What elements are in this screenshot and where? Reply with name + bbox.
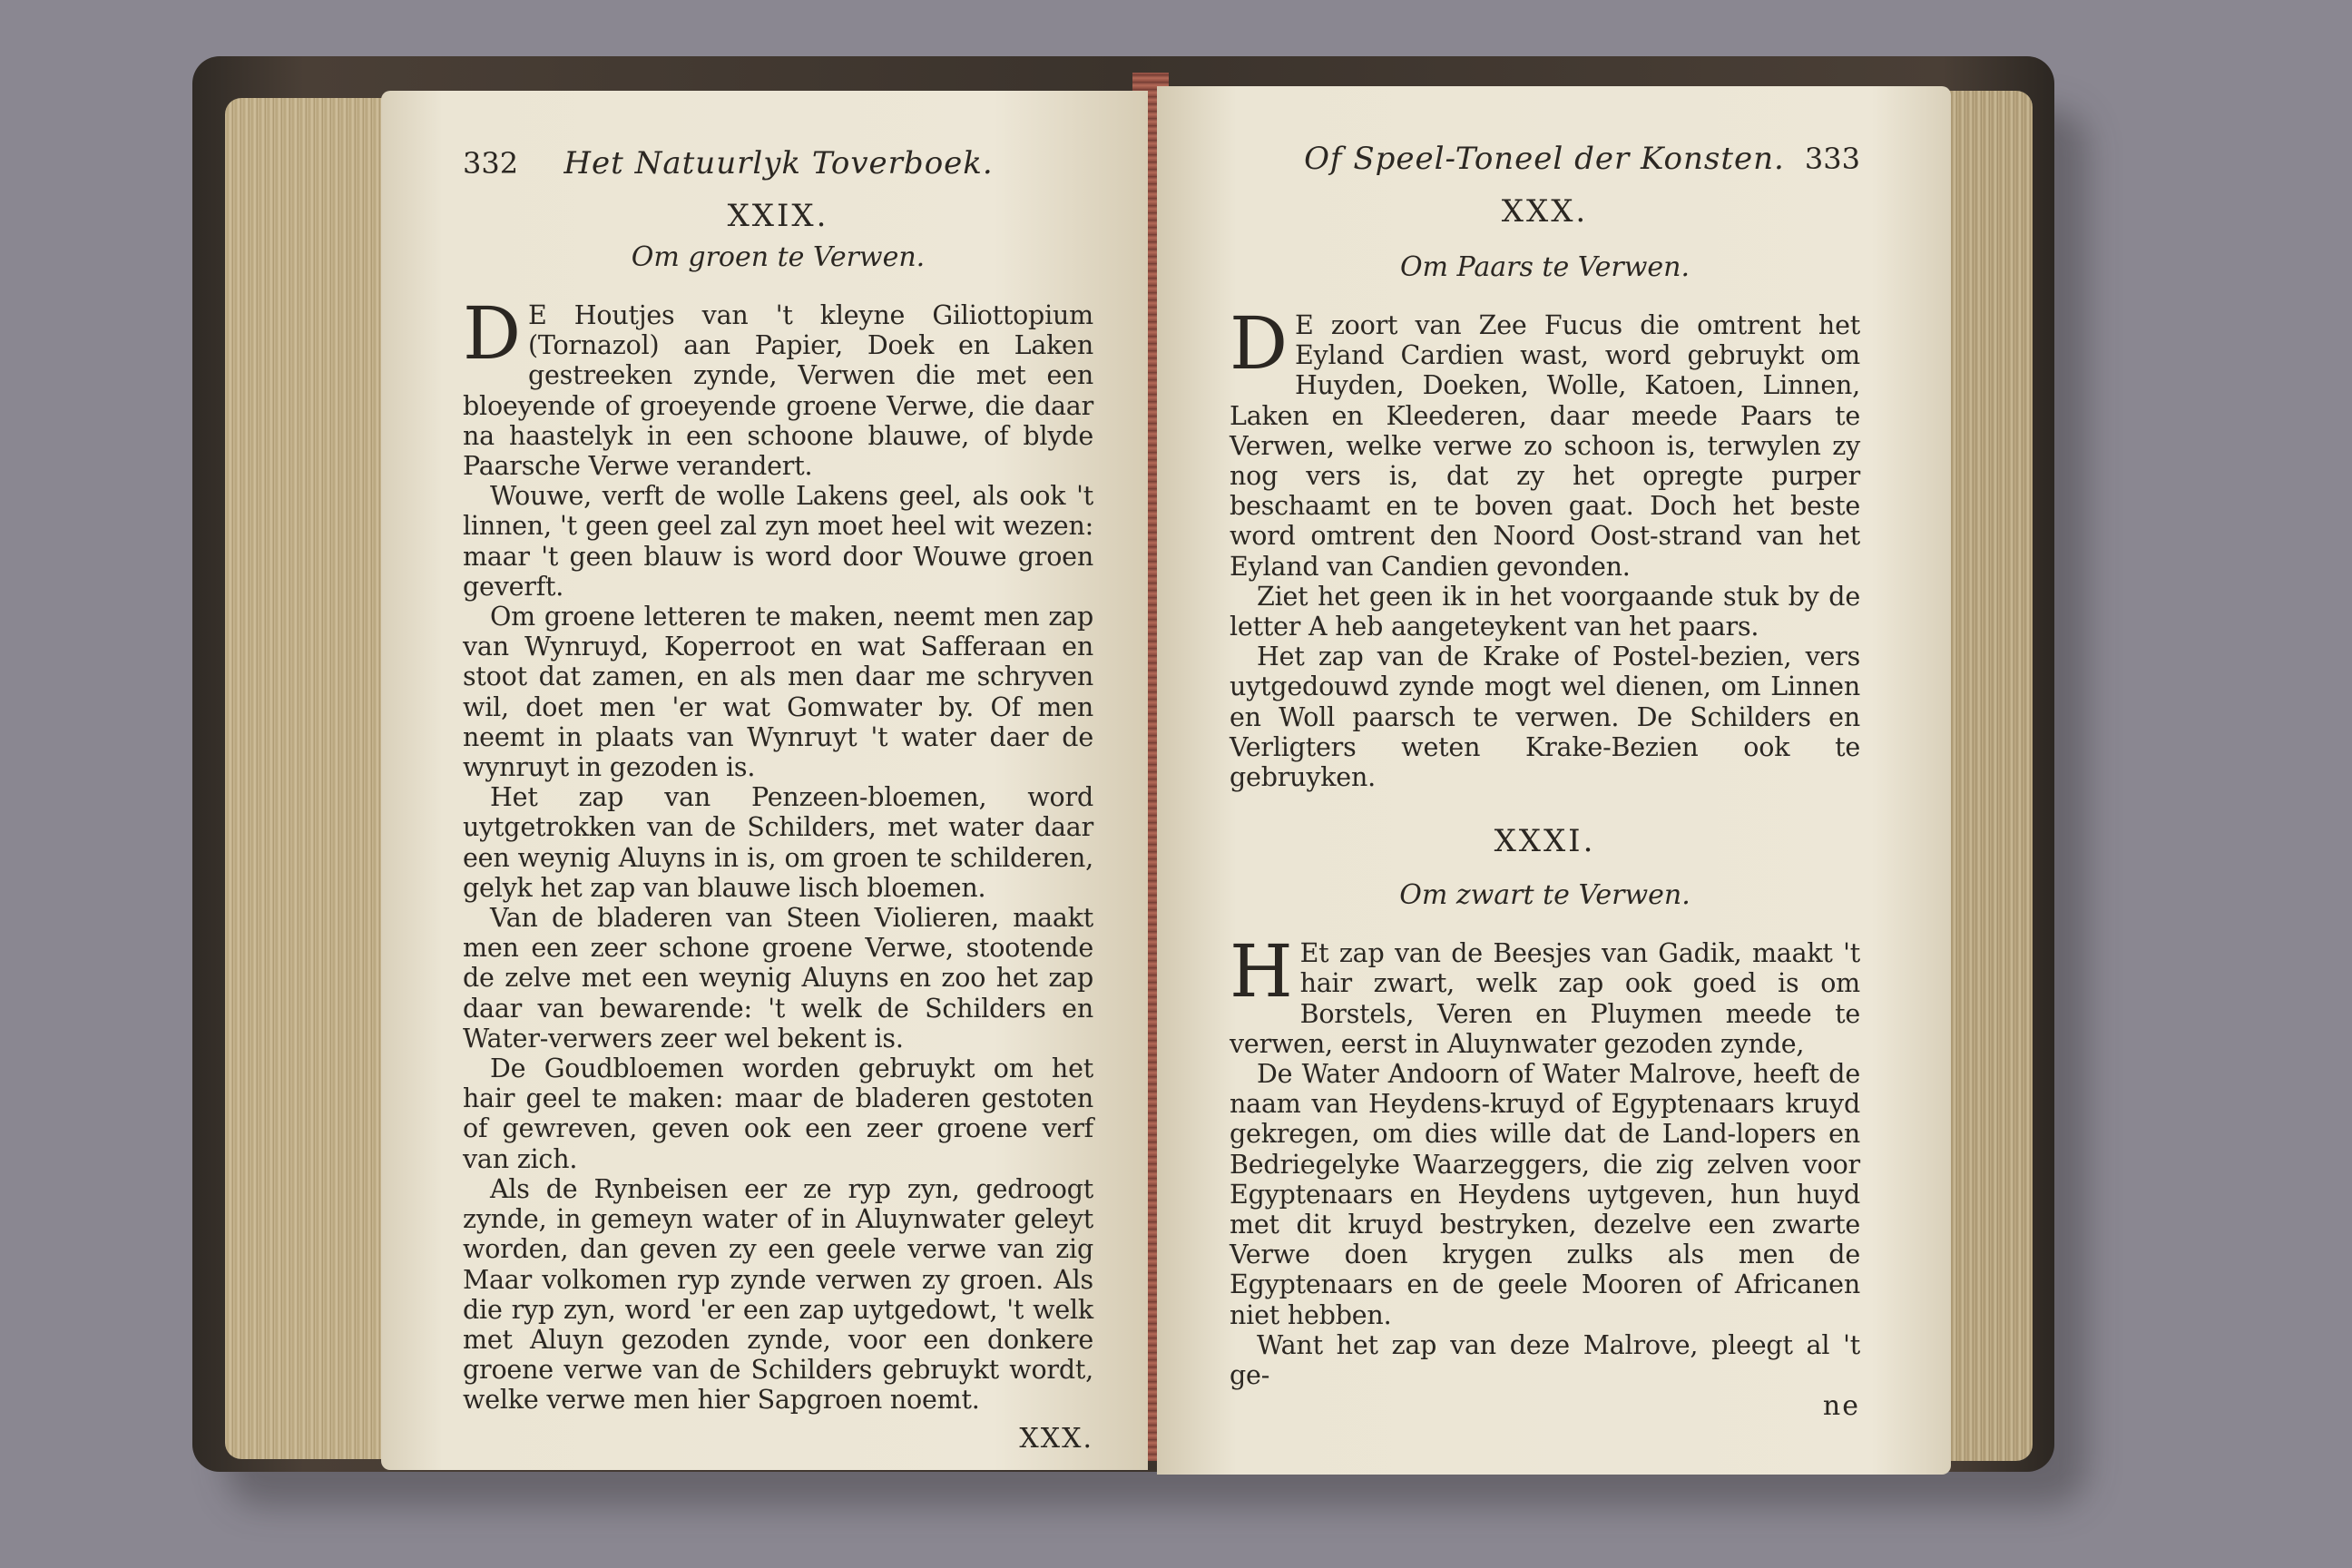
running-head: Of Speel-Toneel der Konsten. xyxy=(1304,141,1785,177)
paragraph: De Water Andoorn of Water Malrove, heeft de naam van Heydens-kruyd of Egyptenaars kruyd gekregen, om dies wille dat de Land-lopers en Bedriegelyke Waarzeggers, die zig zelven voor Egyptenaars en Heydens uytgeven, hun huyd met dit kruyd bestryken, dezelve een zwarte Verwe doen krygen zulks als men de Egyptenaars en de geele Mooren of Africanen niet hebben. xyxy=(1230,1059,1860,1330)
catchword: XXX. xyxy=(1019,1422,1093,1455)
right-page-header xyxy=(1230,141,1860,177)
running-head: Het Natuurlyk Toverboek. xyxy=(564,145,994,181)
paragraph: E zoort van Zee Fucus die omtrent het Eyland Cardien wast, word gebruykt om Huyden, Doeken, Wolle, Katoen, Linnen, Laken en Kleederen, daar meede Paars te Verwen, welke verwe zo schoon is, terwylen zy nog vers is, dat zy het opregte purper beschaamt en te boven gaat. Doch het beste word omtrent den Noord Oost-strand van het Eyland van Candien gevonden. xyxy=(1230,310,1860,582)
paragraph: Het zap van de Krake of Postel-bezien, vers uytgedouwd zynde mogt wel dienen, om Linnen en Woll paarsch te verwen. De Schilders en Verligters weten Krake-Bezien ook te gebruyken. xyxy=(1230,642,1860,793)
left-page-header xyxy=(463,145,1093,181)
body-text xyxy=(463,291,1093,1416)
page-number: 332 xyxy=(463,146,519,181)
page-number: 333 xyxy=(1804,142,1860,176)
paragraph: Ziet het geen ik in het voorgaande stuk by de letter A heb aangeteykent van het paars. xyxy=(1230,581,1860,642)
body-text xyxy=(1230,929,1860,1391)
body-text xyxy=(1230,301,1860,793)
section-title: Om Paars te Verwen. xyxy=(1399,251,1690,283)
paragraph: Et zap van de Beesjes van Gadik, maakt 't hair zwart, welk zap ook goed is om Borstels, Veren en Pluymen meede te verwen, eerst in Aluynwater gezoden zynde, xyxy=(1230,938,1860,1059)
paragraph: Van de bladeren van Steen Violieren, maakt men een zeer schone groene Verwe, stootende de zelve met een weynig Aluyns en zoo het zap daar van bewarende: 't welk de Schilders en Water-verwers zeer wel bekent is. xyxy=(463,903,1093,1054)
paragraph: E Houtjes van 't kleyne Giliottopium (Tornazol) aan Papier, Doek en Laken gestreeken zynde, Verwen die met een bloeyende of groeyende groene Verwe, die daar na haastelyk in een schoone blauwe, of blyde Paarsche Verwe verandert. xyxy=(463,300,1093,482)
section-number: XXXI. xyxy=(1494,823,1596,860)
drop-cap: D xyxy=(1230,301,1288,386)
paragraph: Wouwe, verft de wolle Lakens geel, als ook 't linnen, 't geen geel zal zyn moet heel wit wezen: maar 't geen blauw is word door Wouwe groen geverft. xyxy=(463,481,1093,602)
left-page xyxy=(381,91,1148,1470)
paragraph: Want het zap van deze Malrove, pleegt al 't ge- xyxy=(1230,1329,1860,1391)
paragraph: De Goudbloemen worden gebruykt om het hair geel te maken: maar de bladeren gestoten of gewreven, geven ook een zeer groene verf van zich. xyxy=(463,1054,1093,1174)
left-page-edges xyxy=(225,98,397,1459)
drop-cap: D xyxy=(463,291,521,376)
paragraph: Als de Rynbeisen eer ze ryp zyn, gedroogt zynde, in gemeyn water of in Aluynwater geleyt worden, dan geven zy een geele verwe van zig Maar volkomen ryp zynde verwen zy groen. Als die ryp zyn, word 'er een zap uytgedowt, 't welk met Aluyn gezoden zynde, voor een donkere groene verwe van de Schilders gebruykt wordt, welke verwe men hier Sapgroen noemt. xyxy=(463,1173,1093,1416)
right-page xyxy=(1157,86,1951,1475)
section-number: XXX. xyxy=(1501,193,1589,230)
catchword: ne xyxy=(1822,1390,1860,1423)
paragraph: Het zap van Penzeen-bloemen, word uytgetrokken van de Schilders, met water daar een weynig Aluyns in is, om groen te schilderen, gelyk het zap van blauwe lisch bloemen. xyxy=(463,782,1093,903)
section-title: Om zwart te Verwen. xyxy=(1399,879,1690,912)
section-title: Om groen te Verwen. xyxy=(631,241,926,273)
drop-cap: H xyxy=(1230,929,1293,1014)
section-number: XXIX. xyxy=(727,198,829,234)
paragraph: Om groene letteren te maken, neemt men zap van Wynruyd, Koperroot en wat Safferaan en stoot dat zamen, en als men daar me schryven wil, doet men 'er wat Gomwater by. Of men neemt in plaats van Wynruyt 't water daer de wynruyt in gezoden is. xyxy=(463,602,1093,783)
